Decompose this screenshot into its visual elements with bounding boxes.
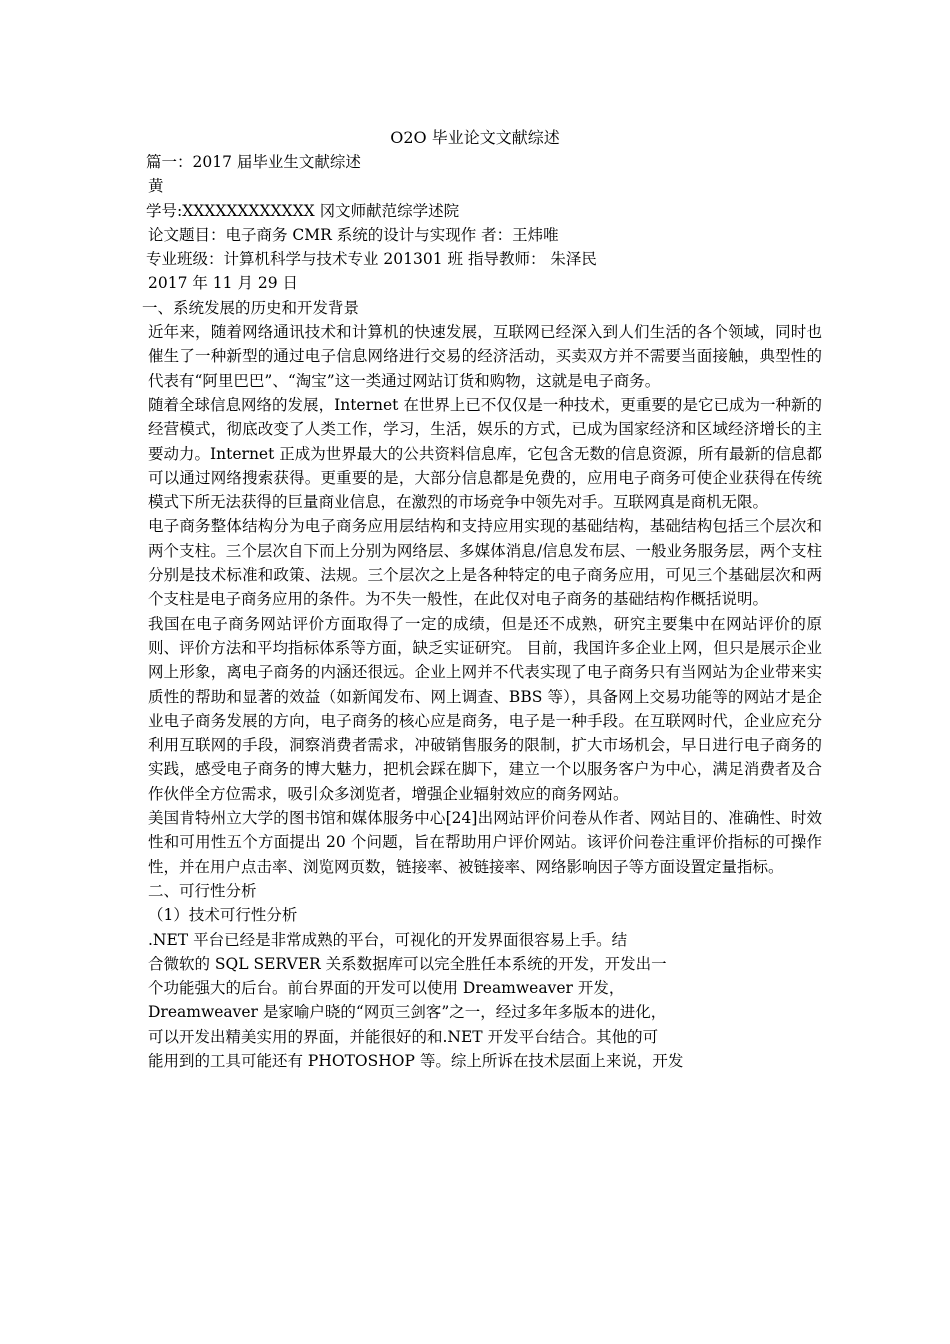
article-heading: 篇一：2017 届毕业生文献综述	[146, 153, 361, 171]
tech-feasibility-line-4: Dreamweaver 是家喻户晓的“网页三剑客”之一，经过多年多版本的进化，	[148, 1003, 667, 1022]
date-line: 2017 年 11 月 29 日	[148, 274, 299, 293]
paragraph-1: 近年来，随着网络通讯技术和计算机的快速发展，互联网已经深入到人们生活的各个领域，同时也催生了一种新型的通过电子信息网络进行交易的经济活动，买卖双方并不需要当面接触，典型性的代表有“阿里巴巴”、“淘宝”这一类通过网站订货和购物，这就是电子商务。	[148, 323, 822, 390]
paragraph-3: 电子商务整体结构分为电子商务应用层结构和支持应用实现的基础结构，基础结构包括三个层次和两个支柱。三个层次自下而上分别为网络层、多媒体消息/信息发布层、一般业务服务层，两个支柱分别是技术标准和政策、法规。三个层次之上是各种特定的电子商务应用，可见三个基础层次和两个支柱是电子商务应用的条件。为不失一般性，在此仅对电子商务的基础结构作概括说明。	[148, 517, 822, 609]
section-heading-1: 一、系统发展的历史和开发背景	[142, 298, 360, 317]
subsection-heading-1: （1）技术可行性分析	[148, 906, 298, 925]
tech-feasibility-line-3: 个功能强大的后台。前台界面的开发可以使用 Dreamweaver 开发，	[148, 979, 625, 998]
document-body	[142, 150, 822, 1073]
tech-feasibility-line-2: 合微软的 SQL SERVER 关系数据库可以完全胜任本系统的开发，开发出一	[148, 954, 667, 973]
tech-feasibility-line-6: 能用到的工具可能还有 PHOTOSHOP 等。综上所诉在技术层面上来说，开发	[148, 1051, 684, 1070]
section-heading-2: 二、可行性分析	[148, 881, 257, 900]
author-name: 黄	[148, 177, 164, 196]
paragraph-4: 我国在电子商务网站评价方面取得了一定的成绩，但是还不成熟，研究主要集中在网站评价的原则、评价方法和平均指标体系等方面，缺乏实证研究。 目前，我国许多企业上网，但只是展示企业网上形象，离电子商务的内涵还很远。企业上网并不代表实现了电子商务只有当网站为企业带来实质性的帮助和显著的效益（如新闻发布、网上调查、BBS 等），具备网上交易功能等的网站才是企业电子商务发展的方向，电子商务的核心应是商务，电子是一种手段。在互联网时代，企业应充分利用互联网的手段，洞察消费者需求，冲破销售服务的限制，扩大市场机会，早日进行电子商务的实践，感受电子商务的博大魅力，把机会踩在脚下，建立一个以服务客户为中心，满足消费者及合作伙伴全方位需求，吸引众多浏览者，增强企业辐射效应的商务网站。	[148, 614, 822, 803]
student-id-line: 学号:XXXXXXXXXXXX 冈文师献范综学述院	[146, 201, 460, 220]
class-advisor-line: 专业班级：计算机科学与技术专业 201301 班 指导教师： 朱泽民	[146, 250, 597, 269]
paragraph-2: 随着全球信息网络的发展，Internet 在世界上已不仅仅是一种技术，更重要的是它已成为一种新的经营模式，彻底改变了人类工作，学习，生活，娱乐的方式，已成为国家经济和区域经济增长的主要动力。Internet 正成为世界最大的公共资料信息库，它包含无数的信息资源，所有最新的信息都可以通过网络搜索获得。更重要的是，大部分信息都是免费的，应用电子商务可使企业获得在传统模式下所无法获得的巨量商业信息，在激烈的市场竞争中领先对手。互联网真是商机无限。	[148, 395, 822, 512]
thesis-title-line: 论文题目：电子商务 CMR 系统的设计与实现作 者：王炜唯	[148, 225, 559, 244]
tech-feasibility-line-5: 可以开发出精美实用的界面，并能很好的和.NET 开发平台结合。其他的可	[148, 1027, 659, 1046]
paragraph-5: 美国肯特州立大学的图书馆和媒体服务中心[24]出网站评价问卷从作者、网站目的、准确性、时效性和可用性五个方面提出 20 个问题，旨在帮助用户评价网站。该评价问卷注重评价指标的可操作性，并在用户点击率、浏览网页数，链接率、被链接率、网络影响因子等方面设置定量指标。	[148, 809, 822, 876]
document-title: O2O 毕业论文文献综述	[390, 128, 560, 147]
tech-feasibility-line-1: .NET 平台已经是非常成熟的平台，可视化的开发界面很容易上手。结	[148, 930, 628, 949]
